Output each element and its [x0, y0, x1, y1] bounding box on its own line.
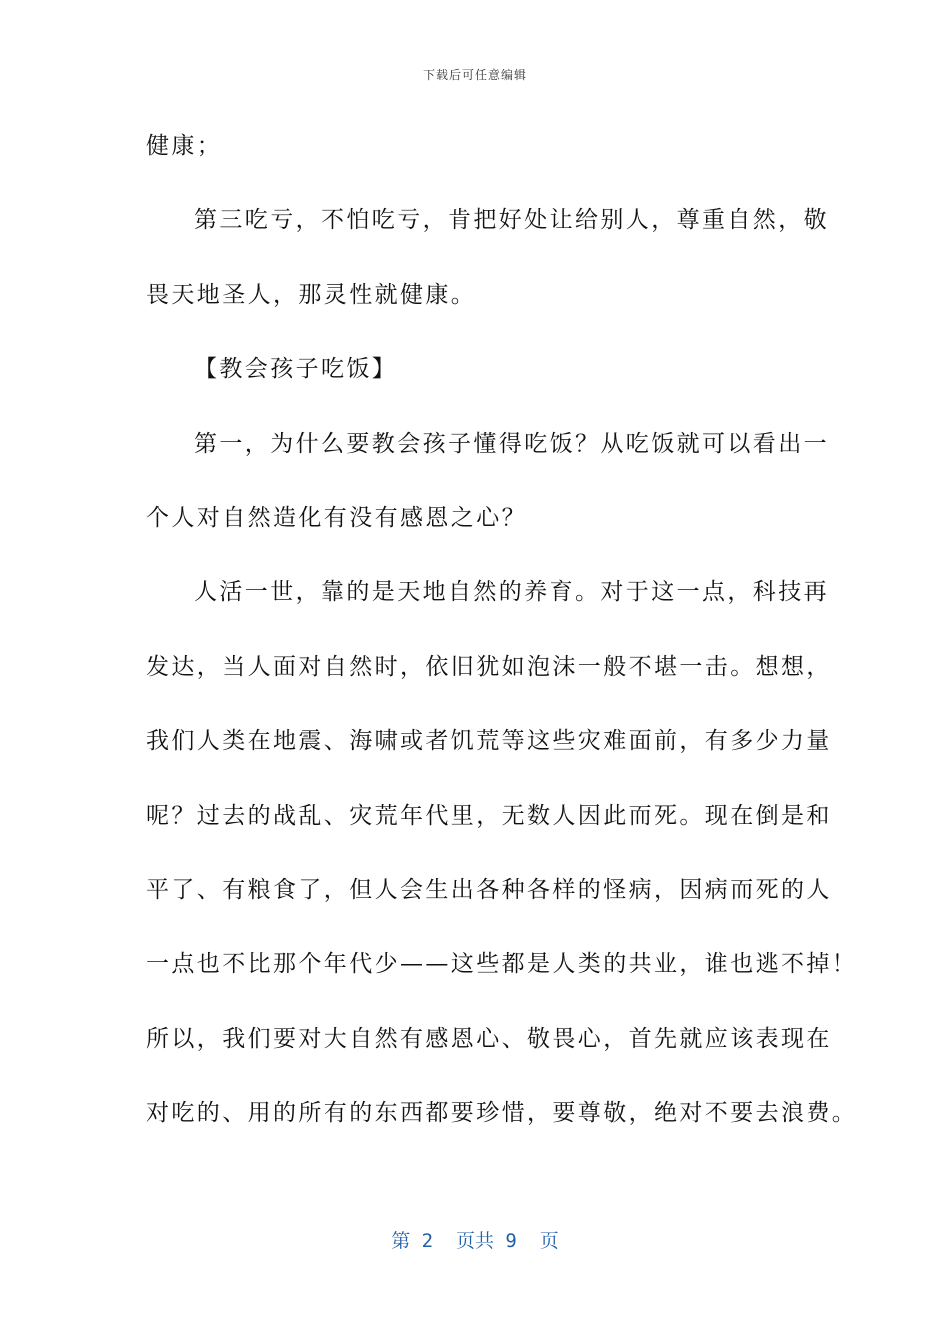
- paragraph-line: 呢？过去的战乱、灾荒年代里，无数人因此而死。现在倒是和: [146, 802, 832, 829]
- paragraph-line: 一点也不比那个年代少——这些都是人类的共业，谁也逃不掉！: [146, 951, 858, 978]
- header-note: 下载后可任意编辑: [422, 68, 527, 82]
- page-number-footer: 第 2 页共 9 页: [391, 1230, 559, 1252]
- paragraph-line: 我们人类在地震、海啸或者饥荒等这些灾难面前，有多少力量: [146, 728, 832, 755]
- paragraph-line: 所以，我们要对大自然有感恩心、敬畏心，首先就应该表现在: [146, 1025, 832, 1052]
- paragraph-line: 健康；: [146, 133, 223, 159]
- paragraph-line: 畏天地圣人，那灵性就健康。: [146, 281, 477, 308]
- document-body: [146, 128, 858, 1169]
- paragraph-line: 平了、有粮食了，但人会生出各种各样的怪病，因病而死的人: [146, 876, 832, 903]
- paragraph-line: 发达，当人面对自然时，依旧犹如泡沫一般不堪一击。想想，: [146, 653, 832, 680]
- paragraph-line: 人活一世，靠的是天地自然的养育。对于这一点，科技再: [194, 579, 829, 606]
- paragraph-line: 个人对自然造化有没有感恩之心？: [146, 504, 527, 531]
- paragraph-line: 对吃的、用的所有的东西都要珍惜，要尊敬，绝对不要去浪费。: [146, 1100, 858, 1127]
- paragraph-line: 第三吃亏，不怕吃亏，肯把好处让给别人，尊重自然，敬: [194, 207, 829, 234]
- section-heading: 【教会孩子吃饭】: [194, 356, 398, 383]
- paragraph-line: 第一，为什么要教会孩子懂得吃饭？从吃饭就可以看出一: [194, 430, 829, 457]
